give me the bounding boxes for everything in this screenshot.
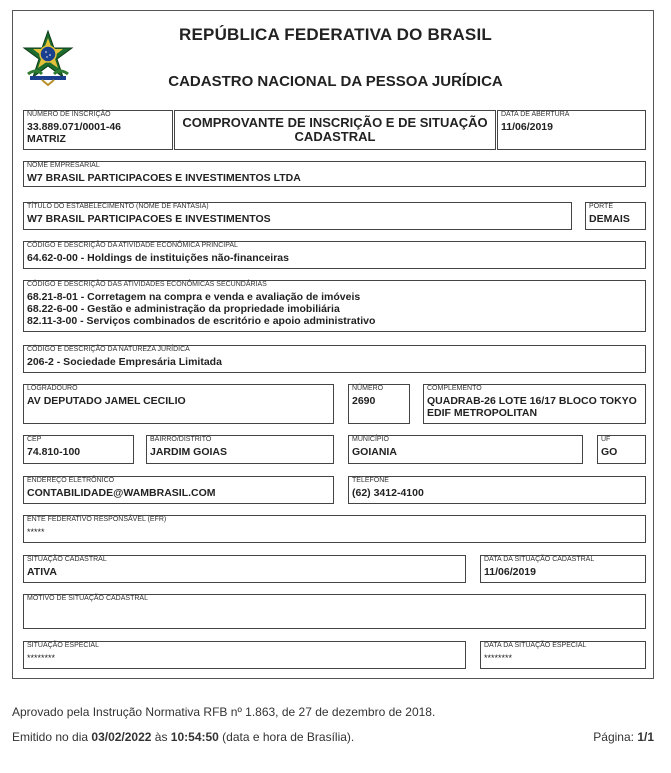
document-title-box: [174, 110, 496, 150]
natureza-juridica-label: CÓDIGO E DESCRIÇÃO DA NATUREZA JURÍDICA: [27, 346, 190, 353]
bairro-label: BAIRRO/DISTRITO: [150, 436, 212, 443]
atividade-principal-value: 64.62-0-00 - Holdings de instituições não-financeiras: [27, 252, 289, 264]
motivo-label: MOTIVO DE SITUAÇÃO CADASTRAL: [27, 595, 148, 602]
uf-box: [597, 435, 646, 464]
efr-box: [23, 515, 646, 543]
emission-date: 03/02/2022: [91, 730, 152, 744]
natureza-juridica-box: [23, 345, 646, 373]
abertura-box: [497, 110, 646, 150]
situacao-label: SITUAÇÃO CADASTRAL: [27, 556, 107, 563]
porte-label: PORTE: [589, 203, 613, 210]
atividade-principal-label: CÓDIGO E DESCRIÇÃO DA ATIVIDADE ECONÔMICA PRINCIPAL: [27, 242, 238, 249]
fantasia-label: TÍTULO DO ESTABELECIMENTO (NOME DE FANTASIA): [27, 203, 209, 210]
complemento-line2: EDIF METROPOLITAN: [427, 407, 538, 419]
atividades-secundarias-label: CÓDIGO E DESCRIÇÃO DAS ATIVIDADES ECONÔMICAS SECUNDÁRIAS: [27, 281, 267, 288]
atividade-secundaria-item: 82.11-3-00 - Serviços combinados de escritório e apoio administrativo: [27, 315, 376, 327]
numero-label: NÚMERO: [352, 385, 384, 392]
municipio-box: [348, 435, 583, 464]
data-situacao-especial-box: [480, 641, 646, 669]
email-box: [23, 476, 334, 504]
registry-title: CADASTRO NACIONAL DA PESSOA JURÍDICA: [168, 73, 503, 90]
country-title: REPÚBLICA FEDERATIVA DO BRASIL: [179, 25, 492, 44]
abertura-label: DATA DE ABERTURA: [501, 111, 570, 118]
data-situacao-value: 11/06/2019: [484, 566, 536, 578]
logradouro-label: LOGRADOURO: [27, 385, 78, 392]
numero-value: 2690: [352, 395, 376, 407]
data-situacao-especial-label: DATA DA SITUAÇÃO ESPECIAL: [484, 642, 587, 649]
situacao-especial-box: [23, 641, 466, 669]
atividade-secundaria-item: 68.22-6-00 - Gestão e administração da propriedade imobiliária: [27, 303, 340, 315]
page-label: Página:: [593, 730, 638, 744]
telefone-label: TELEFONE: [352, 477, 389, 484]
logradouro-box: [23, 384, 334, 424]
inscricao-type: MATRIZ: [27, 133, 66, 145]
telefone-box: [348, 476, 646, 504]
municipio-label: MUNICÍPIO: [352, 436, 389, 443]
data-situacao-label: DATA DA SITUAÇÃO CADASTRAL: [484, 556, 595, 563]
uf-value: GO: [601, 446, 618, 458]
emission-text: [12, 730, 354, 744]
situacao-box: [23, 555, 466, 583]
municipio-value: GOIANIA: [352, 446, 397, 458]
cep-box: [23, 435, 134, 464]
nome-empresarial-label: NOME EMPRESARIAL: [27, 162, 100, 169]
emission-time: 10:54:50: [170, 730, 219, 744]
bairro-value: JARDIM GOIAS: [150, 446, 228, 458]
bairro-box: [146, 435, 334, 464]
email-value: CONTABILIDADE@WAMBRASIL.COM: [27, 487, 216, 499]
inscricao-label: NÚMERO DE INSCRIÇÃO: [27, 111, 111, 118]
page-indicator: [593, 730, 654, 744]
inscricao-number: 33.889.071/0001-46: [27, 121, 122, 133]
inscricao-box: [23, 110, 173, 150]
motivo-box: [23, 594, 646, 629]
complemento-line1: QUADRAB-26 LOTE 16/17 BLOCO TOKYO: [427, 395, 637, 407]
emission-mid: às: [151, 730, 171, 744]
atividade-secundaria-item: 68.21-8-01 - Corretagem na compra e venda e avaliação de imóveis: [27, 291, 361, 303]
data-situacao-box: [480, 555, 646, 583]
cep-label: CEP: [27, 436, 42, 443]
complemento-box: [423, 384, 646, 424]
logradouro-value: AV DEPUTADO JAMEL CECILIO: [27, 395, 186, 407]
telefone-value: (62) 3412-4100: [352, 487, 424, 499]
page-value: 1/1: [637, 730, 654, 744]
abertura-value: 11/06/2019: [501, 121, 553, 133]
situacao-especial-value: ********: [27, 653, 56, 663]
efr-value: *****: [27, 527, 45, 537]
natureza-juridica-value: 206-2 - Sociedade Empresária Limitada: [27, 356, 222, 368]
porte-value: DEMAIS: [589, 213, 630, 225]
efr-label: ENTE FEDERATIVO RESPONSÁVEL (EFR): [27, 516, 167, 523]
uf-label: UF: [601, 436, 611, 443]
atividade-principal-box: [23, 241, 646, 269]
situacao-especial-label: SITUAÇÃO ESPECIAL: [27, 642, 99, 649]
emission-suffix: (data e hora de Brasília).: [218, 730, 355, 744]
approval-text: Aprovado pela Instrução Normativa RFB nº 1.863, de 27 de dezembro de 2018.: [12, 705, 436, 719]
atividades-secundarias-box: [23, 280, 646, 332]
nome-empresarial-box: [23, 161, 646, 187]
complemento-label: COMPLEMENTO: [427, 385, 482, 392]
cep-value: 74.810-100: [27, 446, 81, 458]
email-label: ENDEREÇO ELETRÔNICO: [27, 477, 115, 484]
porte-box: [585, 202, 646, 230]
document-title: COMPROVANTE DE INSCRIÇÃO E DE SITUAÇÃO CADASTRAL: [182, 115, 488, 144]
nome-empresarial-value: W7 BRASIL PARTICIPACOES E INVESTIMENTOS LTDA: [27, 172, 301, 184]
situacao-value: ATIVA: [27, 566, 57, 578]
emission-prefix: Emitido no dia: [12, 730, 92, 744]
data-situacao-especial-value: ********: [484, 653, 513, 663]
fantasia-value: W7 BRASIL PARTICIPACOES E INVESTIMENTOS: [27, 213, 271, 225]
numero-box: [348, 384, 410, 424]
fantasia-box: [23, 202, 572, 230]
